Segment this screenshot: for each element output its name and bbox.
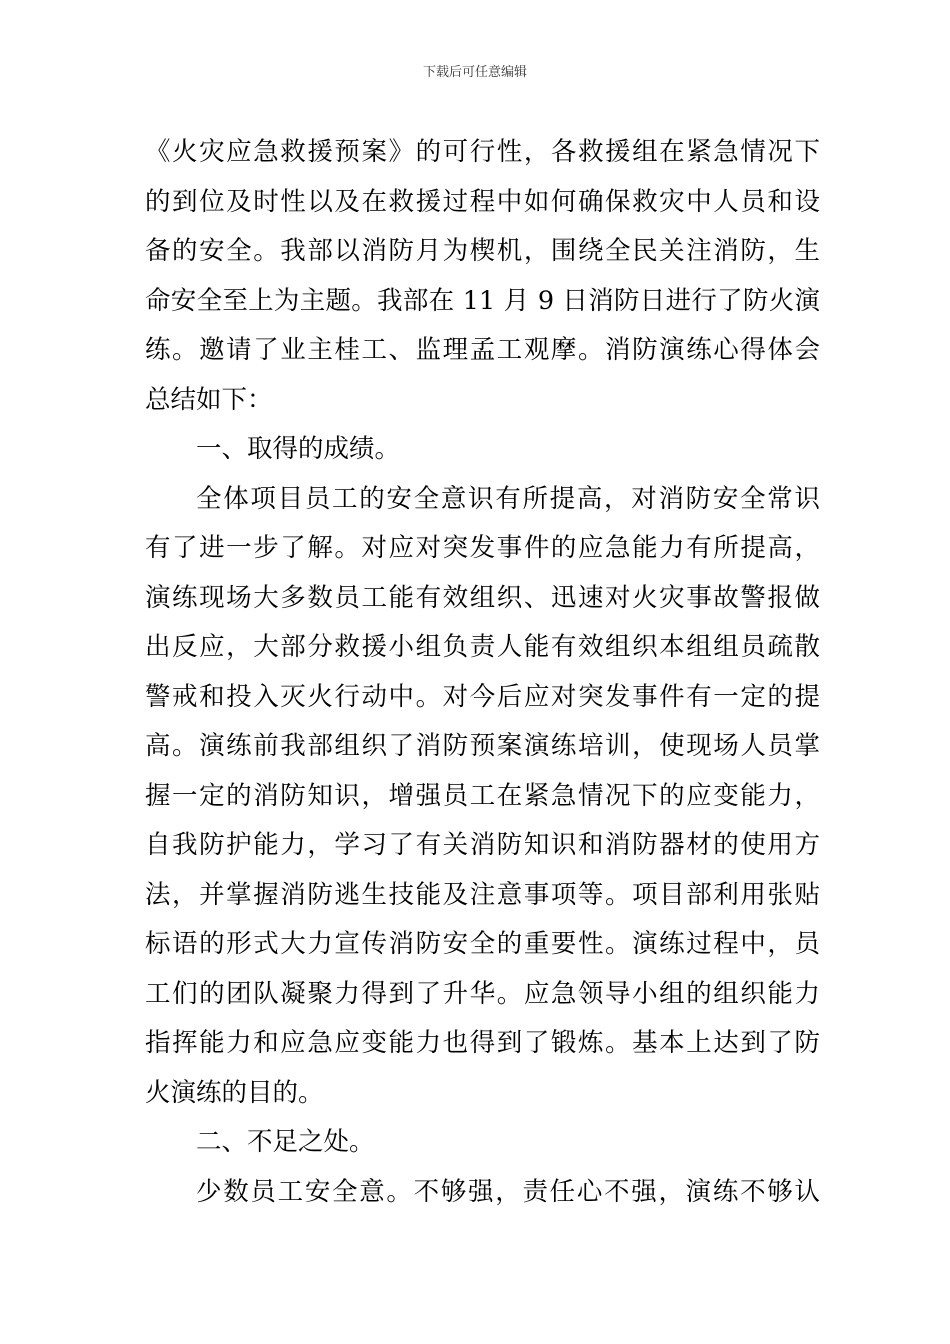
body-line: 《火灾应急救援预案》的可行性，各救援组在紧急情况下 [145,137,820,167]
body-line: 标语的形式大力宣传消防安全的重要性。演练过程中，员 [145,929,820,959]
body-line: 总结如下： [145,384,273,415]
body-line: 少数员工安全意。不够强，责任心不强，演练不够认 [196,1176,820,1207]
body-line: 指挥能力和应急应变能力也得到了锻炼。基本上达到了防 [145,1028,820,1058]
body-line: 出反应，大部分救援小组负责人能有效组织本组组员疏散 [145,632,820,662]
body-line: 警戒和投入灭火行动中。对今后应对突发事件有一定的提 [145,681,820,712]
body-line: 法，并掌握消防逃生技能及注意事项等。项目部利用张贴 [145,879,820,910]
body-line: 自我防护能力，学习了有关消防知识和消防器材的使用方 [145,830,820,860]
body-line: 全体项目员工的安全意识有所提高，对消防安全常识 [196,483,820,514]
section-heading: 二、不足之处。 [196,1127,375,1157]
document-body [145,128,820,1217]
body-line: 握一定的消防知识，增强员工在紧急情况下的应变能力， [145,780,820,811]
body-line: 演练现场大多数员工能有效组织、迅速对火灾事故警报做 [145,582,820,613]
body-line: 的到位及时性以及在救援过程中如何确保救灾中人员和设 [145,186,820,217]
body-line: 工们的团队凝聚力得到了升华。应急领导小组的组织能力 [145,978,820,1009]
section-heading: 一、取得的成绩。 [196,434,401,464]
body-line: 高。演练前我部组织了消防预案演练培训，使现场人员掌 [145,731,820,761]
body-line: 有了进一步了解。对应对突发事件的应急能力有所提高， [145,533,820,563]
body-line: 命安全至上为主题。我部在 11 月 9 日消防日进行了防火演 [145,285,820,316]
body-line: 备的安全。我部以消防月为楔机，围绕全民关注消防，生 [145,236,820,266]
body-line: 火演练的目的。 [145,1077,324,1108]
body-line: 练。邀请了业主桂工、监理孟工观摩。消防演练心得体会 [145,335,820,365]
page-header: 下载后可任意编辑 [422,65,527,80]
